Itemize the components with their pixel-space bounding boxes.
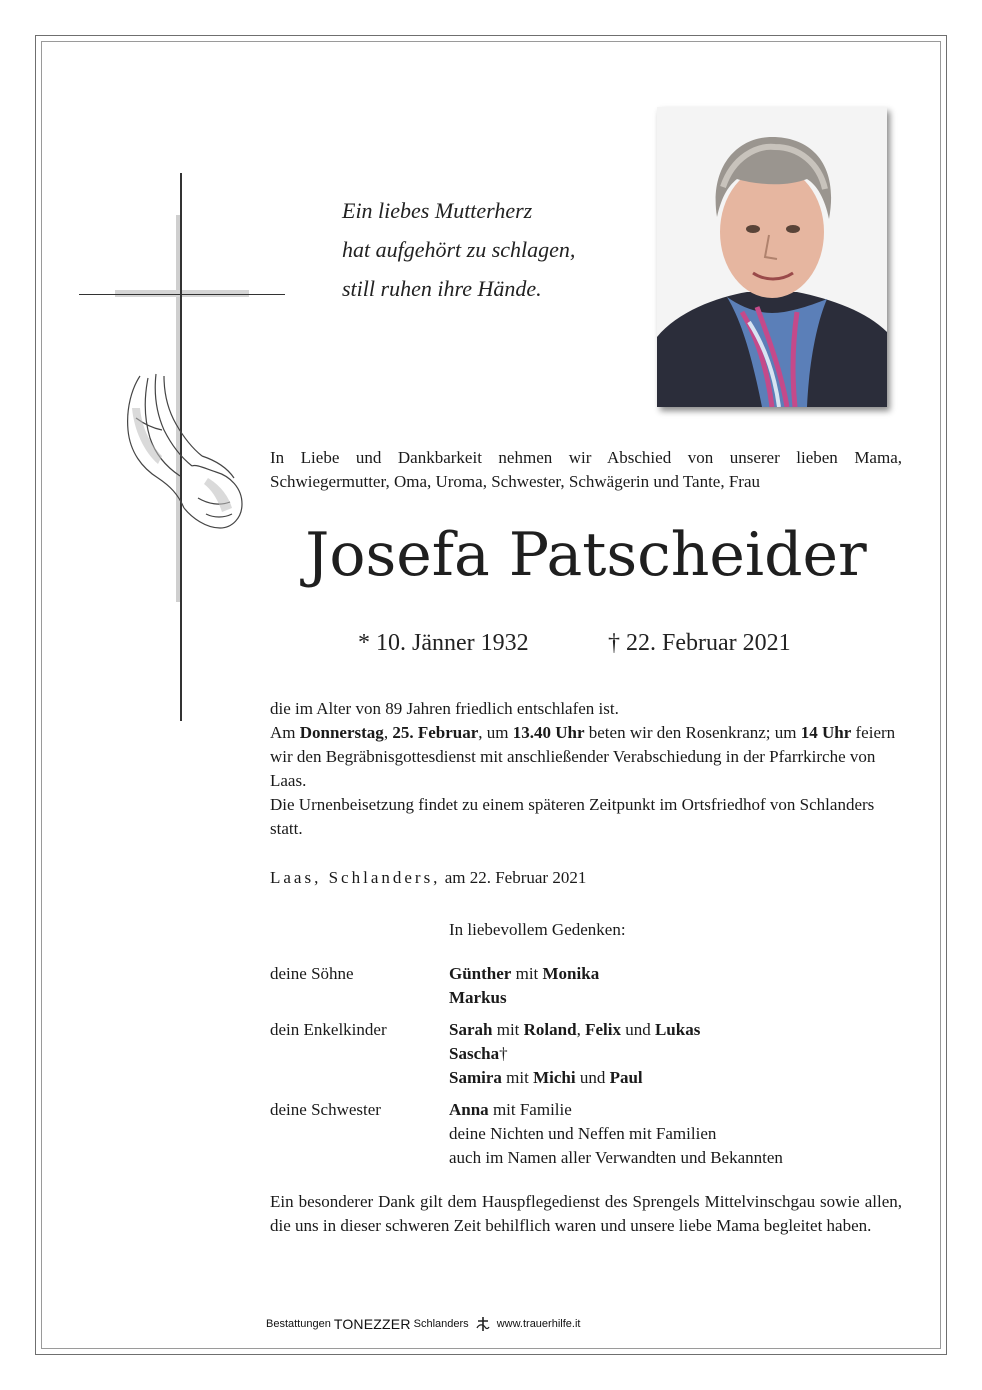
footer-prefix: Bestattungen: [266, 1318, 331, 1330]
poem-line: hat aufgehört zu schlagen,: [342, 237, 576, 262]
footer-brand: TONEZZER: [333, 1316, 411, 1332]
relation-names: Anna mit Familie deine Nichten und Neffen mit Familien auch im Namen aller Verwandten und Bekannten: [449, 1100, 783, 1167]
family-row: [270, 962, 783, 1010]
portrait-photo: [657, 107, 887, 407]
family-row: [270, 1018, 783, 1090]
gedenken-heading: In liebevollem Gedenken:: [449, 920, 626, 939]
portrait-image: [657, 107, 887, 407]
poem-line: Ein liebes Mutterherz: [342, 198, 533, 223]
death-date: † 22. Februar 2021: [608, 630, 791, 656]
thanks-text: Ein besonderer Dank gilt dem Hauspflegedienst des Sprengels Mittelvinschgau sowie allen, die uns in dieser schweren Zeit behilflich waren und unsere liebe Mama begleitet haben.: [270, 1192, 902, 1235]
family-row: [270, 1098, 783, 1170]
ceremony-details: Am Donnerstag, 25. Februar, um 13.40 Uhr beten wir den Rosenkranz; um 14 Uhr feiern wir den Begräbnisgottesdienst mit anschließender Verabschiedung in der Pfarrkirche von Laas.: [270, 723, 896, 790]
relation-label: dein Enkelkinder: [270, 1020, 387, 1039]
footer-town: Schlanders: [413, 1318, 469, 1330]
relation-names: Sarah mit Roland, Felix und Lukas Sascha† Samira mit Michi und Paul: [449, 1020, 701, 1087]
poem-line: still ruhen ihre Hände.: [342, 276, 542, 301]
relation-label: deine Schwester: [270, 1100, 381, 1119]
announcement-body: [270, 697, 902, 841]
burial-info: Die Urnenbeisetzung findet zu einem späteren Zeitpunkt im Ortsfriedhof von Schlanders statt.: [270, 795, 875, 838]
birth-date: * 10. Jänner 1932: [358, 630, 529, 656]
body-line: die im Alter von 89 Jahren friedlich entschlafen ist.: [270, 699, 619, 718]
praying-hands-icon: [118, 368, 248, 538]
family-list: [270, 962, 783, 1178]
footer: [266, 1316, 580, 1332]
poem: [342, 191, 575, 308]
intro-text: In Liebe und Dankbarkeit nehmen wir Abschied von unserer lieben Mama, Schwiegermutter, Oma, Uroma, Schwester, Schwägerin und Tante, Frau: [270, 448, 902, 491]
footer-url[interactable]: www.trauerhilfe.it: [496, 1318, 581, 1330]
place-date: Laas, Schlanders, am 22. Februar 2021: [270, 868, 587, 887]
relation-names: Günther mit Monika Markus: [449, 964, 600, 1007]
relation-label: deine Söhne: [270, 964, 354, 983]
trauerhilfe-logo-icon: [475, 1316, 491, 1332]
deceased-name: Josefa Patscheider: [305, 520, 867, 590]
